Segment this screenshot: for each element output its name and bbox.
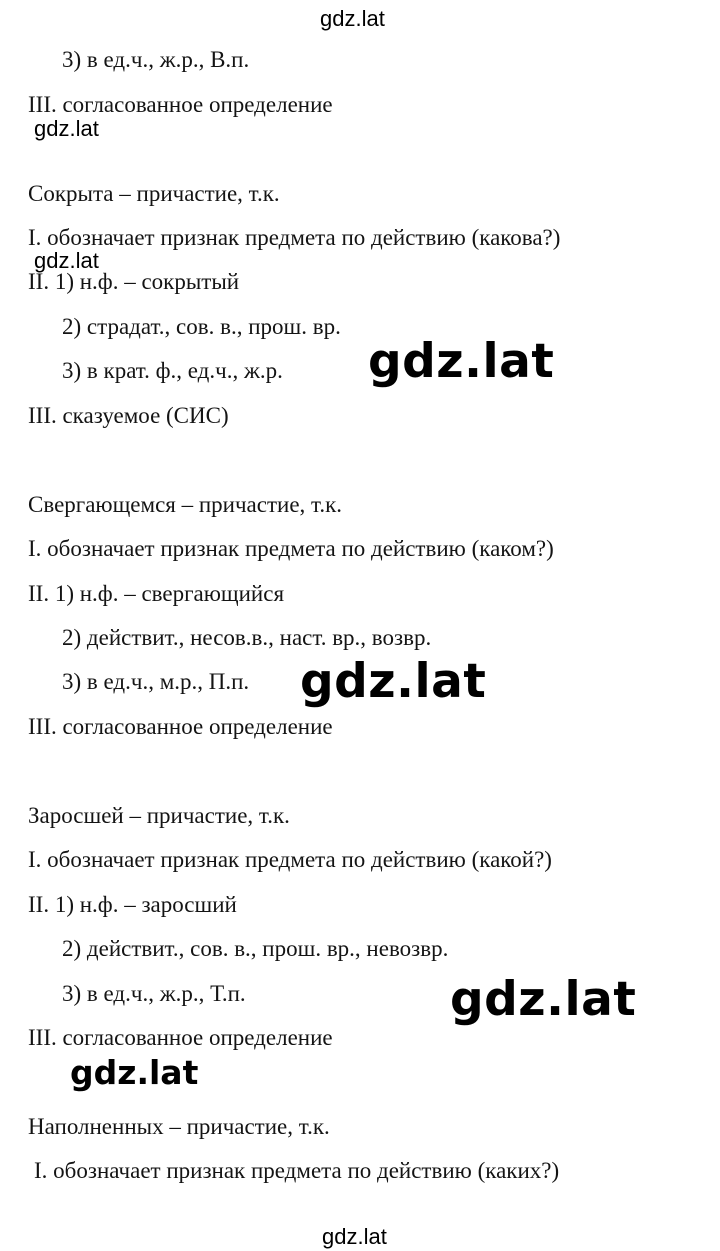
block-2-features: 2) действит., несов.в., наст. вр., возвр. <box>62 625 432 650</box>
watermark-under-line-2: gdz.lat <box>34 116 99 141</box>
block-1-meaning: I. обозначает признак предмета по действию (какова?) <box>28 225 561 250</box>
block-1-role: III. сказуемое (СИС) <box>28 403 229 428</box>
block-4-head: Наполненных – причастие, т.к. <box>28 1114 330 1139</box>
block-1-features: 2) страдат., сов. в., прош. вр. <box>62 314 341 339</box>
block-3-case: 3) в ед.ч., ж.р., Т.п. <box>62 981 246 1006</box>
block-0-role: III. согласованное определение <box>28 92 333 117</box>
block-2-role: III. согласованное определение <box>28 714 333 739</box>
block-3-meaning: I. обозначает признак предмета по действию (какой?) <box>28 847 552 872</box>
block-1-case: 3) в крат. ф., ед.ч., ж.р. <box>62 358 283 383</box>
watermark-under-line-5: gdz.lat <box>34 248 99 273</box>
block-4-meaning: I. обозначает признак предмета по действию (каких?) <box>34 1158 560 1183</box>
watermark-big-1: gdz.lat <box>368 334 555 389</box>
block-1-initial-form: II. 1) н.ф. – сокрытый <box>28 269 240 294</box>
block-3-features: 2) действит., сов. в., прош. вр., невозвр. <box>62 936 449 961</box>
block-2-initial-form: II. 1) н.ф. – свергающийся <box>28 581 285 606</box>
block-2-meaning: I. обозначает признак предмета по действию (каком?) <box>28 536 554 561</box>
watermark-bottom: gdz.lat <box>322 1224 387 1249</box>
watermark-top: gdz.lat <box>320 6 385 31</box>
block-2-case: 3) в ед.ч., м.р., П.п. <box>62 669 250 694</box>
block-0-case: 3) в ед.ч., ж.р., В.п. <box>62 47 250 72</box>
watermark-big-3: gdz.lat <box>450 972 637 1027</box>
block-2-head: Свергающемся – причастие, т.к. <box>28 492 343 517</box>
block-3-head: Заросшей – причастие, т.к. <box>28 803 290 828</box>
block-3-role: III. согласованное определение <box>28 1025 333 1050</box>
block-1-head: Сокрыта – причастие, т.к. <box>28 181 280 206</box>
watermark-big-2: gdz.lat <box>300 654 487 709</box>
block-3-initial-form: II. 1) н.ф. – заросший <box>28 892 237 917</box>
watermark-mid: gdz.lat <box>70 1053 199 1092</box>
